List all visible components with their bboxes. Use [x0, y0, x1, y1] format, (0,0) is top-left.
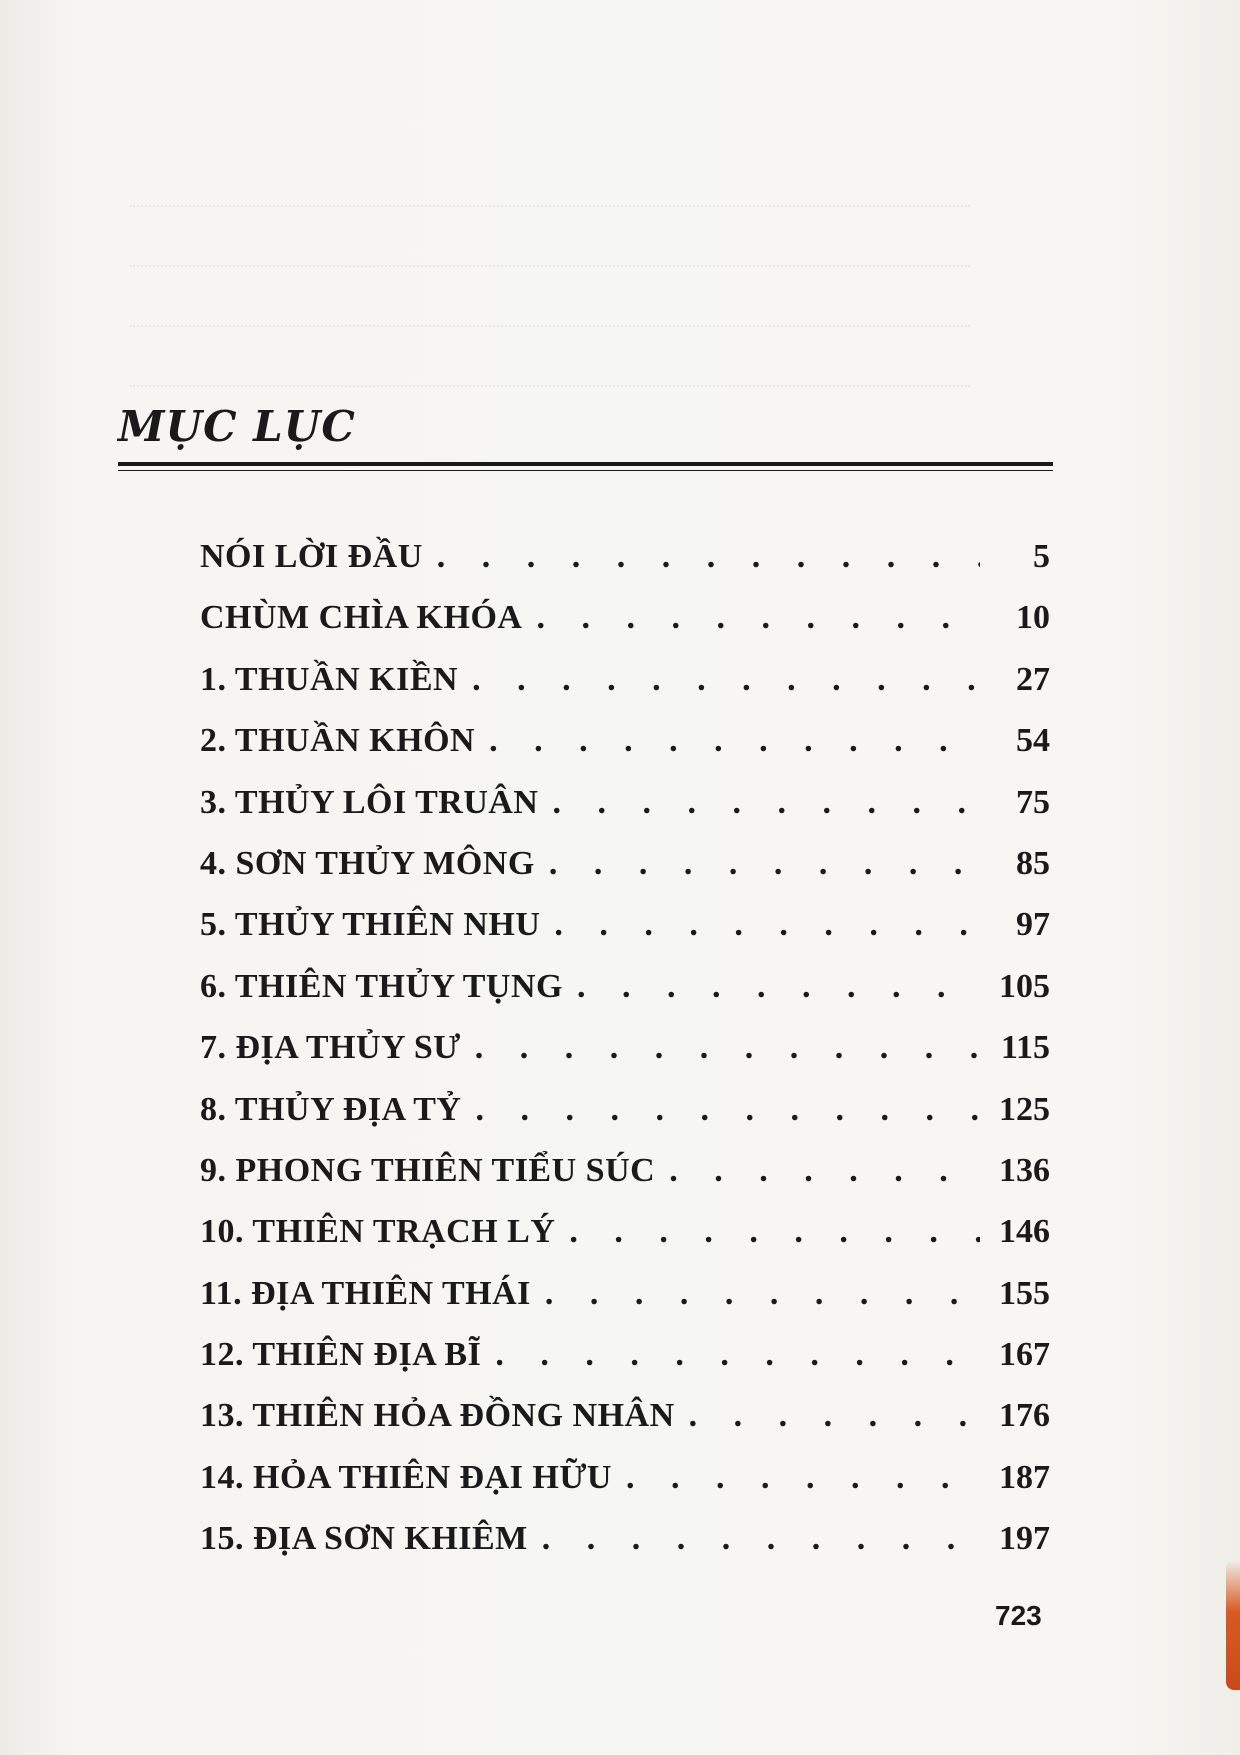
toc-heading: MỤC LỤC: [118, 402, 356, 451]
toc-entry[interactable]: [200, 1397, 1050, 1458]
dot-leader: [472, 661, 980, 699]
toc-entry-title: 7. ĐỊA THỦY SƯ: [200, 1029, 461, 1067]
toc-entry[interactable]: [200, 1091, 1050, 1152]
toc-entry-title: 4. SƠN THỦY MÔNG: [200, 844, 535, 882]
heading-rule: [118, 462, 1053, 466]
toc-entry[interactable]: [200, 784, 1050, 845]
dot-leader: [569, 1213, 980, 1251]
dot-leader: [475, 1029, 980, 1067]
toc-entry-page: 115: [1000, 1029, 1050, 1067]
toc-entry-title: 6. THIÊN THỦY TỤNG: [200, 967, 563, 1005]
toc-entry-page: 125: [999, 1090, 1050, 1128]
toc-entry-title: 14. HỎA THIÊN ĐẠI HỮU: [200, 1458, 612, 1496]
toc-entry[interactable]: [200, 1459, 1050, 1520]
toc-entry-title: 13. THIÊN HỎA ĐỒNG NHÂN: [200, 1397, 675, 1435]
dot-leader: [626, 1459, 980, 1497]
dot-leader: [553, 784, 981, 822]
toc-entry[interactable]: [200, 968, 1050, 1029]
toc-entry[interactable]: [200, 1213, 1050, 1274]
toc-entry-page: 54: [1016, 722, 1050, 760]
toc-entry[interactable]: [200, 722, 1050, 783]
page-number: 723: [995, 1600, 1042, 1631]
toc-entry-page: 176: [999, 1397, 1050, 1435]
dot-leader: [689, 1397, 980, 1435]
heading-rule-thin: [118, 470, 1053, 471]
dot-leader: [549, 845, 980, 883]
bleed-through-line: [130, 205, 970, 209]
toc-entry[interactable]: [200, 906, 1050, 967]
toc-entry[interactable]: [200, 1152, 1050, 1213]
toc-entry-page: 75: [1016, 783, 1050, 821]
dot-leader: [475, 1091, 980, 1129]
toc-entry-title: 9. PHONG THIÊN TIỂU SÚC: [200, 1151, 656, 1189]
toc-entry-page: 10: [1016, 599, 1050, 637]
dot-leader: [536, 599, 980, 637]
toc-entry-title: 3. THỦY LÔI TRUÂN: [200, 783, 539, 821]
toc-entry-page: 155: [999, 1274, 1050, 1312]
toc-entry[interactable]: [200, 1029, 1050, 1090]
toc-entry-page: 27: [1016, 660, 1050, 698]
toc-entry-page: 136: [999, 1151, 1050, 1189]
toc-entry[interactable]: [200, 1520, 1050, 1581]
dot-leader: [554, 906, 980, 944]
table-of-contents: [200, 538, 1050, 1582]
toc-entry-page: 5: [1033, 538, 1050, 575]
dot-leader: [495, 1336, 980, 1374]
dot-leader: [489, 722, 980, 760]
dot-leader: [542, 1520, 980, 1558]
toc-entry[interactable]: [200, 538, 1050, 599]
toc-entry-title: NÓI LỜI ĐẦU: [200, 538, 423, 575]
toc-entry-page: 97: [1016, 906, 1050, 944]
toc-entry-page: 197: [999, 1520, 1050, 1558]
toc-entry-page: 146: [999, 1213, 1050, 1251]
dot-leader: [577, 968, 980, 1006]
page-edge-mark: [1226, 1560, 1240, 1690]
bleed-through-line: [130, 385, 970, 389]
toc-entry[interactable]: [200, 1275, 1050, 1336]
dot-leader: [437, 538, 980, 576]
toc-entry-page: 105: [999, 967, 1050, 1005]
toc-entry-title: 5. THỦY THIÊN NHU: [200, 906, 541, 944]
dot-leader: [669, 1152, 980, 1190]
toc-entry-title: 12. THIÊN ĐỊA BĨ: [200, 1336, 482, 1374]
toc-entry-page: 187: [999, 1458, 1050, 1496]
toc-entry-title: 15. ĐỊA SƠN KHIÊM: [200, 1520, 528, 1558]
toc-entry[interactable]: [200, 1336, 1050, 1397]
toc-entry-title: CHÙM CHÌA KHÓA: [200, 599, 523, 637]
bleed-through-line: [130, 325, 970, 329]
toc-entry[interactable]: [200, 599, 1050, 660]
bleed-through-line: [130, 265, 970, 269]
dot-leader: [545, 1275, 980, 1313]
toc-entry-title: 10. THIÊN TRẠCH LÝ: [200, 1213, 556, 1251]
toc-entry[interactable]: [200, 661, 1050, 722]
toc-entry-title: 2. THUẦN KHÔN: [200, 722, 476, 760]
toc-entry-title: 8. THỦY ĐỊA TỶ: [200, 1090, 462, 1128]
toc-entry-page: 85: [1016, 844, 1050, 882]
toc-entry-page: 167: [999, 1336, 1050, 1374]
toc-entry-title: 11. ĐỊA THIÊN THÁI: [200, 1274, 531, 1312]
toc-entry-title: 1. THUẦN KIỀN: [200, 660, 459, 698]
toc-entry[interactable]: [200, 845, 1050, 906]
